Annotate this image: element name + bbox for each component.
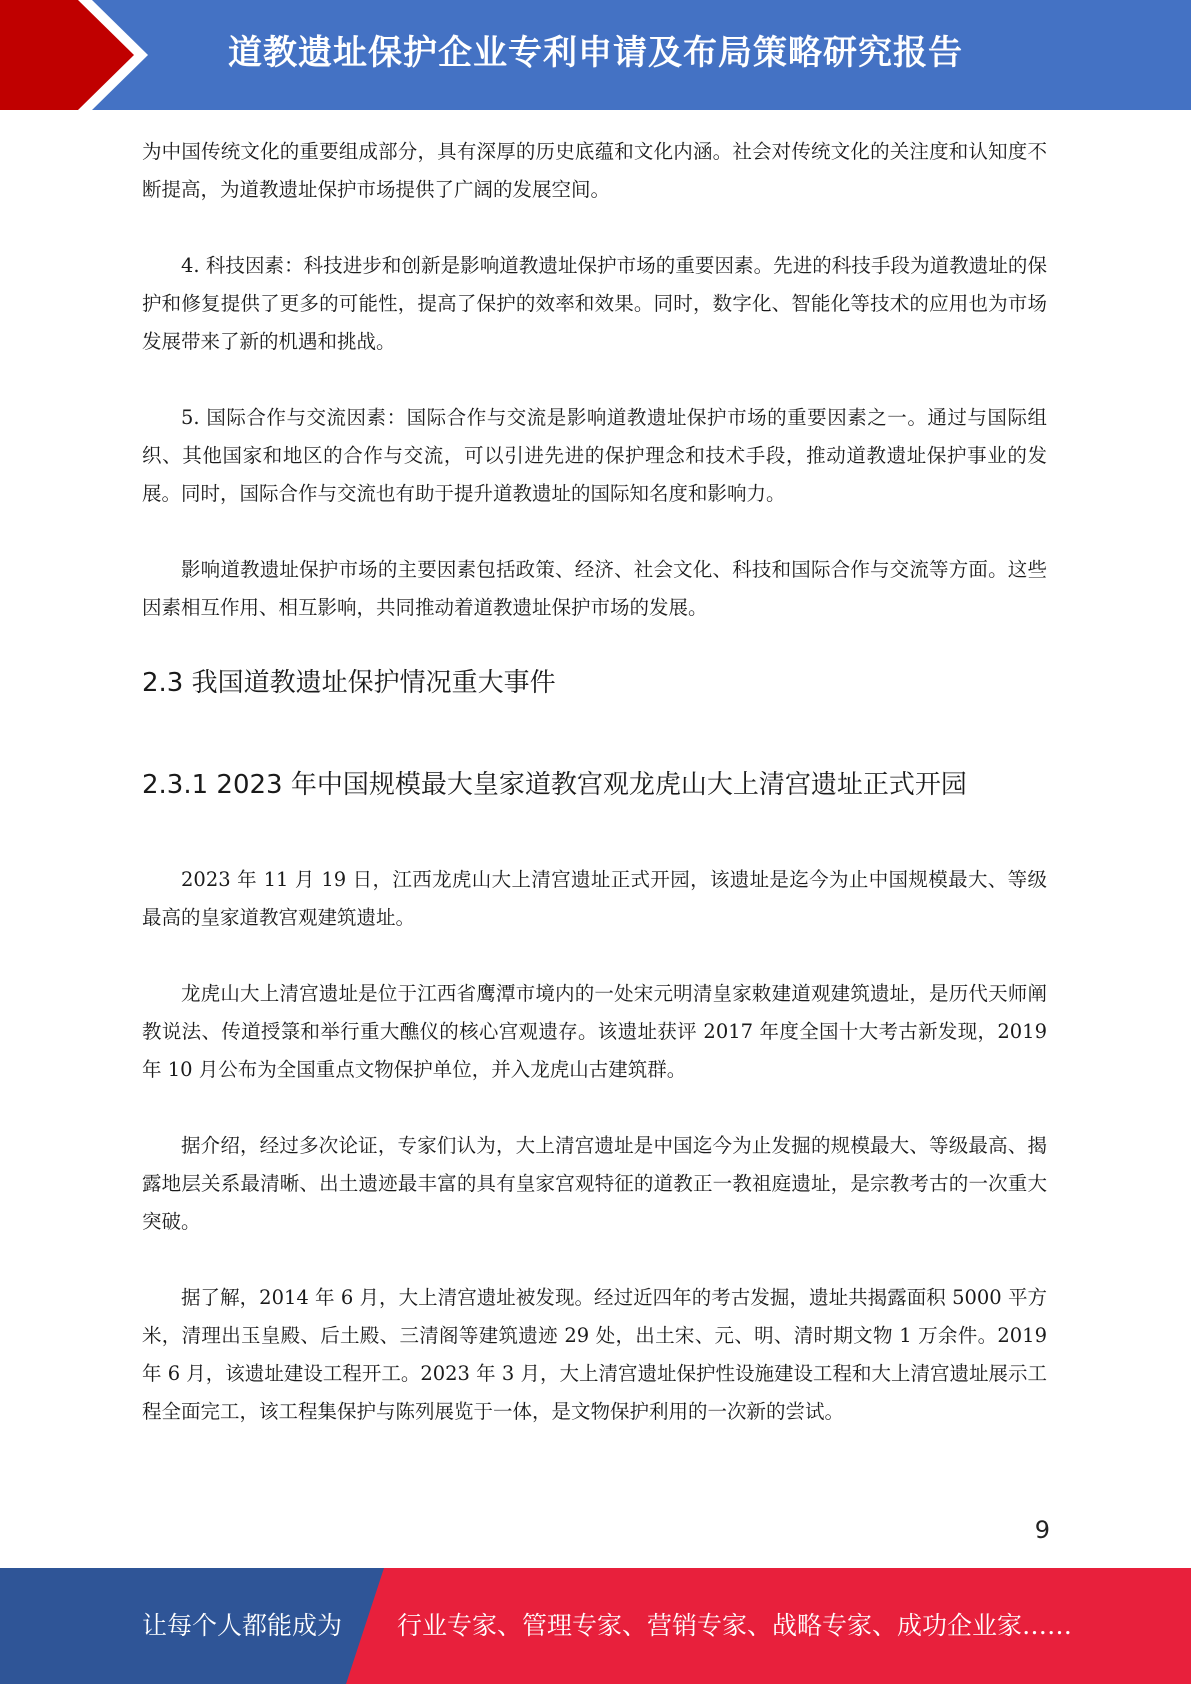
paragraph-site-description: 龙虎山大上清宫遗址是位于江西省鹰潭市境内的一处宋元明清皇家敕建道观建筑遗址，是历代天师阐教说法、传道授箓和举行重大醮仪的核心宫观遗存。该遗址获评 2017 年度全国十大考古新发现，2019 年 10 月公布为全国重点文物保护单位，并入龙虎山古建筑群。 [142, 982, 1047, 1081]
page-body [142, 133, 1047, 1469]
paragraph-excavation-history: 据了解，2014 年 6 月，大上清宫遗址被发现。经过近四年的考古发掘，遗址共揭露面积 5000 平方米，清理出玉皇殿、后土殿、三清阁等建筑遗迹 29 处，出土宋、元、明、清时期文物 1 万余件。2019 年 6 月，该遗址建设工程开工。2023 年 3 月，大上清宫遗址保护性设施建设工程和大上清宫遗址展示工程全面完工，该工程集保护与陈列展览于一体，是文物保护利用的一次新的尝试。 [142, 1286, 1047, 1423]
page-footer [0, 1568, 1191, 1684]
paragraph-international-factor: 5. 国际合作与交流因素：国际合作与交流是影响道教遗址保护市场的重要因素之一。通过与国际组织、其他国家和地区的合作与交流，可以引进先进的保护理念和技术手段，推动道教遗址保护事业的发展。同时，国际合作与交流也有助于提升道教遗址的国际知名度和影响力。 [142, 406, 1047, 505]
report-title: 道教遗址保护企业专利申请及布局策略研究报告 [228, 33, 963, 73]
paragraph-opening: 2023 年 11 月 19 日，江西龙虎山大上清宫遗址正式开园，该遗址是迄今为止中国规模最大、等级最高的皇家道教宫观建筑遗址。 [142, 868, 1047, 929]
page-number: 9 [1034, 1516, 1050, 1544]
footer-slogan-left: 让每个人都能成为 [142, 1611, 343, 1640]
subsection-heading: 2.3.1 2023 年中国规模最大皇家道教宫观龙虎山大上清宫遗址正式开园 [142, 770, 967, 800]
paragraph-summary: 影响道教遗址保护市场的主要因素包括政策、经济、社会文化、科技和国际合作与交流等方面。这些因素相互作用、相互影响，共同推动着道教遗址保护市场的发展。 [142, 558, 1047, 619]
page-header [0, 0, 1191, 110]
paragraph-technology-factor: 4. 科技因素：科技进步和创新是影响道教遗址保护市场的重要因素。先进的科技手段为道教遗址的保护和修复提供了更多的可能性，提高了保护的效率和效果。同时，数字化、智能化等技术的应用也为市场发展带来了新的机遇和挑战。 [142, 254, 1047, 353]
footer-slogan-right: 行业专家、管理专家、营销专家、战略专家、成功企业家…… [397, 1611, 1073, 1640]
paragraph-continued: 为中国传统文化的重要组成部分，具有深厚的历史底蕴和文化内涵。社会对传统文化的关注度和认知度不断提高，为道教遗址保护市场提供了广阔的发展空间。 [142, 140, 1047, 201]
section-heading: 2.3 我国道教遗址保护情况重大事件 [142, 668, 556, 698]
paragraph-expert-opinion: 据介绍，经过多次论证，专家们认为，大上清宫遗址是中国迄今为止发掘的规模最大、等级最高、揭露地层关系最清晰、出土遗迹最丰富的具有皇家宫观特征的道教正一教祖庭遗址，是宗教考古的一次重大突破。 [142, 1134, 1047, 1233]
